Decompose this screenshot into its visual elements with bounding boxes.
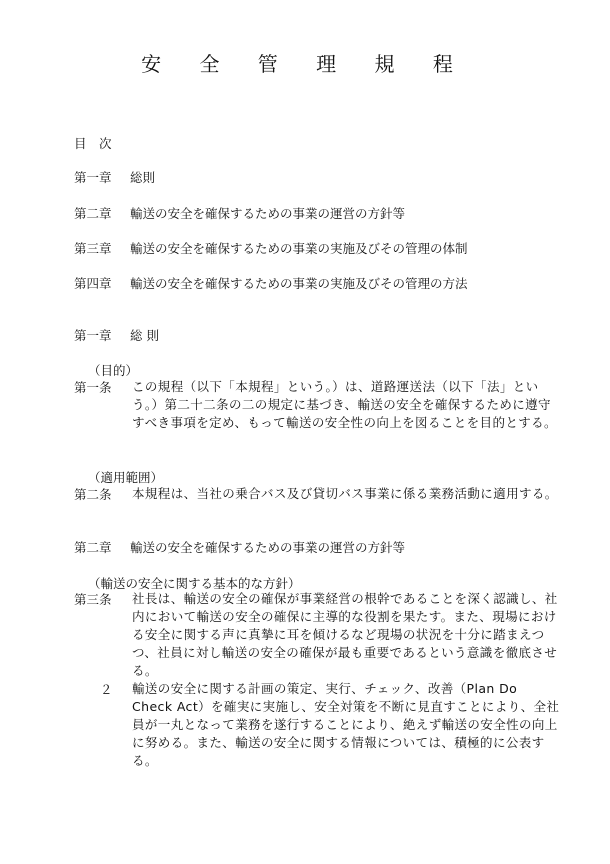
chapter2-title: 輸送の安全を確保するための事業の運営の方針等: [130, 540, 406, 555]
article1: [74, 378, 574, 432]
article3-caption: （輸送の安全に関する基本的な方針）: [88, 576, 301, 591]
article1-text: この規程（以下「本規程」という。）は、道路運送法（以下「法」という。）第二十二条の二の規定に基づき、輸送の安全を確保するために遵守すべき事項を定め、もって輸送の安全性の向上を図ることを目的とする。: [132, 379, 557, 430]
article3: [74, 590, 574, 680]
article3-text: 社長は、輸送の安全の確保が事業経営の根幹であることを深く認識し、社内において輸送の安全の確保に主導的な役割を果たす。また、現場における安全に関する声に真摯に耳を傾けるなど現場の状況を十分に踏まえつつ、社員に対し輸送の安全の確保が最も重要であるという意識を徹底させる。: [132, 591, 558, 678]
toc-item-text: 輸送の安全を確保するための事業の実施及びその管理の方法: [130, 276, 468, 291]
toc-heading: 目 次: [74, 136, 112, 151]
chapter2-label: 第二章: [74, 540, 112, 555]
toc-item-label: 第四章: [74, 276, 112, 291]
article1-label: 第一条: [74, 380, 112, 395]
chapter2-heading: [74, 538, 405, 556]
toc-item-text: 輸送の安全を確保するための事業の運営の方針等: [130, 206, 406, 221]
toc-item-label: 第三章: [74, 241, 112, 256]
toc-item-label: 第一章: [74, 170, 112, 185]
toc-item-label: 第二章: [74, 206, 112, 221]
toc-item-text: 総則: [130, 170, 156, 185]
article1-caption: （目的）: [88, 363, 139, 378]
article3-item2-number: ２: [100, 682, 113, 697]
document-title: 安 全 管 理 規 程: [141, 52, 469, 76]
chapter1-heading: [74, 326, 159, 344]
article2: [74, 485, 574, 503]
article2-caption: （適用範囲）: [88, 470, 164, 485]
chapter1-title: 総 則: [130, 328, 159, 343]
toc-item-text: 輸送の安全を確保するための事業の実施及びその管理の体制: [130, 241, 468, 256]
article3-item2: [100, 680, 574, 770]
article3-item2-text: 輸送の安全に関する計画の策定、実行、チェック、改善（Plan Do Check Act）を確実に実施し、安全対策を不断に見直すことにより、全社員が一丸となって業務を遂行することにより、絶えず輸送の安全性の向上に努める。また、輸送の安全に関する情報については、積極的に公表する。: [132, 681, 560, 768]
toc-item: [74, 239, 468, 257]
article2-label: 第二条: [74, 487, 112, 502]
toc-item: [74, 274, 468, 292]
article2-text: 本規程は、当社の乗合バス及び貸切バス事業に係る業務活動に適用する。: [132, 486, 558, 501]
toc-item: [74, 204, 405, 222]
article3-label: 第三条: [74, 592, 112, 607]
toc-item: [74, 168, 155, 186]
chapter1-label: 第一章: [74, 328, 112, 343]
